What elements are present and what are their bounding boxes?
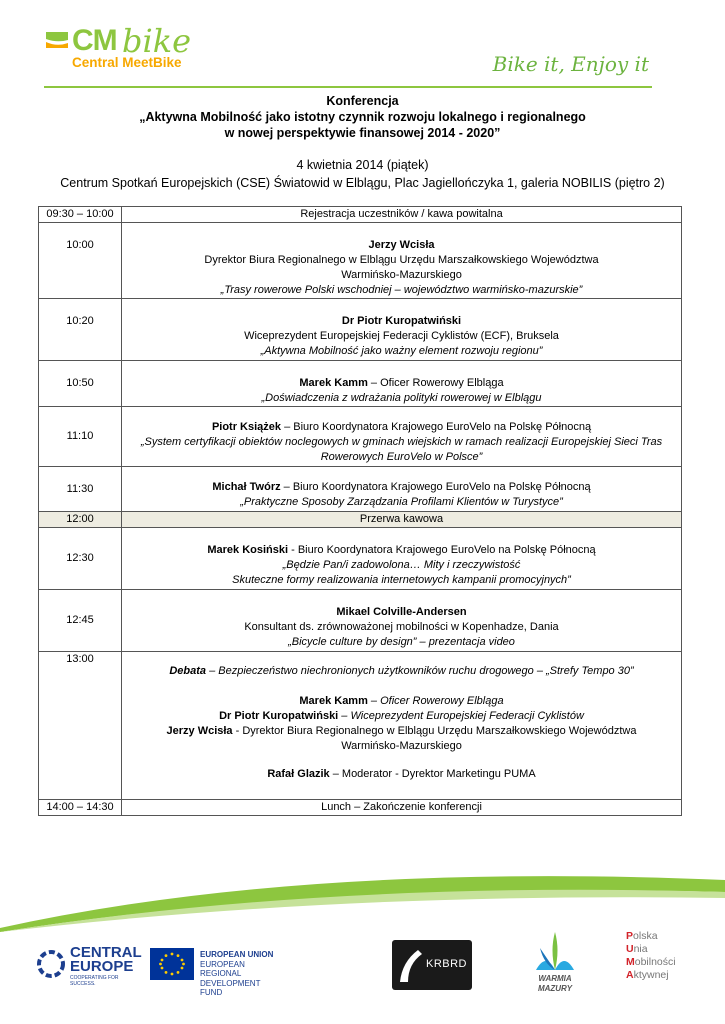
- speaker-name: Marek Kosiński: [207, 544, 289, 556]
- logo-subtitle: Central MeetBike: [72, 55, 182, 70]
- warmia-mazury-icon: [530, 930, 580, 974]
- speaker-name: Jerzy Wcisła: [368, 239, 435, 251]
- table-row: [39, 528, 682, 590]
- time-cell: 09:30 – 10:00: [39, 207, 122, 223]
- table-row: [39, 512, 682, 528]
- time-cell: 10:20: [39, 299, 122, 361]
- table-row: [39, 207, 682, 223]
- eu-line2: EUROPEAN REGIONAL: [200, 959, 245, 978]
- krbrd-logo: [392, 940, 472, 990]
- ce-line2: EUROPE: [70, 958, 134, 975]
- warmia-line2: MAZURY: [537, 984, 573, 993]
- moderator-name: Rafał Glazik: [267, 768, 330, 780]
- table-row: [39, 361, 682, 407]
- agenda-entry: [122, 590, 682, 652]
- talk-title: „Praktyczne Sposoby Zarządzania Profilami Klientów w Turystyce”: [240, 496, 563, 508]
- warmia-mazury-logo: [520, 930, 590, 1000]
- warmia-line1: WARMIA: [538, 974, 572, 983]
- time-cell: 11:10: [39, 407, 122, 467]
- table-row: [39, 407, 682, 467]
- puma-initial: M: [626, 956, 635, 968]
- panelist-role: – Oficer Rowerowy Elbląga: [367, 695, 504, 707]
- speaker-name: Piotr Książek: [211, 421, 282, 433]
- agenda-entry: [122, 652, 682, 800]
- time-cell: 12:45: [39, 590, 122, 652]
- panelist-role: - Dyrektor Biura Regionalnego w Elblągu Urzędu Marszałkowskiego Województwa: [232, 725, 637, 737]
- moderator-role: – Moderator - Dyrektor Marketingu PUMA: [329, 768, 536, 780]
- talk-title: „Trasy rowerowe Polski wschodniej – województwo warmińsko-mazurskie”: [220, 284, 583, 296]
- speaker-role: Wiceprezydent Europejskiej Federacji Cyklistów (ECF), Bruksela: [244, 330, 559, 342]
- panelist-role: Warmińsko-Mazurskiego: [341, 740, 462, 752]
- agenda-entry: [122, 407, 682, 467]
- time-cell: 10:50: [39, 361, 122, 407]
- puma-initial: A: [626, 969, 634, 981]
- talk-title: „Doświadczenia z wdrażania polityki rowerowej w Elblągu: [261, 392, 542, 404]
- puma-word: nia: [633, 943, 648, 955]
- ce-line1: CENTRAL: [70, 944, 142, 961]
- table-row: [39, 223, 682, 299]
- eu-line1: EUROPEAN UNION: [200, 950, 274, 959]
- puma-word: obilności: [634, 956, 676, 968]
- speaker-role: Konsultant ds. zrównoważonej mobilności w Kopenhadze, Dania: [244, 621, 559, 633]
- road-icon: [398, 948, 422, 982]
- debate-label: Debata: [169, 665, 207, 677]
- cmbike-logo: [44, 24, 204, 76]
- agenda-table: [38, 206, 682, 816]
- puma-word: olska: [633, 930, 658, 942]
- central-europe-logo: [36, 944, 142, 987]
- table-row: [39, 652, 682, 800]
- speaker-name: Marek Kamm: [299, 377, 368, 389]
- talk-title: „Bicycle culture by design” – prezentacja video: [288, 636, 515, 648]
- speaker-name: Michał Twórz: [212, 481, 281, 493]
- speaker-role: – Biuro Koordynatora Krajowego EuroVelo na Polskę Północną: [281, 421, 592, 433]
- eu-flag-icon: [150, 948, 194, 980]
- ce-line3: COOPERATING FOR SUCCESS.: [70, 975, 119, 987]
- panelist-name: Dr Piotr Kuropatwiński: [219, 710, 339, 722]
- agenda-text: Rejestracja uczestników / kawa powitalna: [122, 207, 682, 223]
- puma-initial: P: [626, 930, 634, 942]
- title-line-3: w nowej perspektywie finansowej 2014 - 2020”: [224, 126, 501, 140]
- talk-title: Skuteczne formy realizowania internetowych kampanii promocyjnych”: [232, 574, 571, 586]
- puma-word: ktywnej: [633, 969, 669, 981]
- time-cell: 12:00: [39, 512, 122, 528]
- speaker-role: Warmińsko-Mazurskiego: [341, 269, 462, 281]
- footer-swoosh: [0, 862, 725, 932]
- speaker-role: – Biuro Koordynatora Krajowego EuroVelo na Polskę Północną: [280, 481, 591, 493]
- time-cell: 11:30: [39, 467, 122, 512]
- panelist-name: Jerzy Wcisła: [166, 725, 233, 737]
- logo-script: bike: [122, 22, 192, 60]
- speaker-name: Mikael Colville-Andersen: [336, 606, 467, 618]
- eu-line3: DEVELOPMENT FUND: [200, 978, 261, 997]
- central-europe-star-icon: [36, 950, 66, 978]
- agenda-entry: [122, 299, 682, 361]
- time-cell: 12:30: [39, 528, 122, 590]
- table-row: [39, 299, 682, 361]
- agenda-entry: [122, 467, 682, 512]
- header-divider: [44, 86, 652, 88]
- table-row: [39, 590, 682, 652]
- puma-logo: [626, 930, 706, 990]
- cmbike-logo-mark-icon: [44, 28, 72, 52]
- panelist-name: Marek Kamm: [299, 695, 368, 707]
- talk-title: „System certyfikacji obiektów noclegowych w gminach wiejskich w ramach realizacji Europejskiej Sieci Tras: [140, 436, 663, 448]
- time-cell: 14:00 – 14:30: [39, 800, 122, 816]
- puma-initial: U: [626, 943, 634, 955]
- table-row: [39, 800, 682, 816]
- time-cell: 13:00: [39, 652, 122, 800]
- krbrd-text: KRBRD: [426, 958, 468, 970]
- title-line-1: Konferencja: [326, 94, 399, 108]
- table-row: [39, 467, 682, 512]
- talk-title: „Będzie Pan/i zadowolona… Mity i rzeczywistość: [282, 559, 521, 571]
- agenda-text: Przerwa kawowa: [122, 512, 682, 528]
- talk-title: Rowerowych EuroVelo w Polsce”: [320, 451, 483, 463]
- agenda-text: Lunch – Zakończenie konferencji: [122, 800, 682, 816]
- debate-topic: – Bezpieczeństwo niechronionych użytkowników ruchu drogowego – „Strefy Tempo 30”: [206, 665, 634, 677]
- title-line-2: „Aktywna Mobilność jako istotny czynnik rozwoju lokalnego i regionalnego: [139, 110, 586, 124]
- conference-venue: Centrum Spotkań Europejskich (CSE) Światowid w Elblągu, Plac Jagiellończyka 1, galeria NOBILIS (piętro 2): [60, 176, 665, 190]
- speaker-role: Dyrektor Biura Regionalnego w Elblągu Urzędu Marszałkowskiego Województwa: [204, 254, 599, 266]
- talk-title: „Aktywna Mobilność jako ważny element rozwoju regionu”: [260, 345, 543, 357]
- agenda-entry: [122, 361, 682, 407]
- conference-date: 4 kwietnia 2014 (piątek): [296, 158, 429, 172]
- agenda-entry: [122, 223, 682, 299]
- eu-logo: [150, 948, 284, 997]
- tagline: Bike it, Enjoy it: [492, 52, 649, 76]
- agenda-entry: [122, 528, 682, 590]
- panelist-role: – Wiceprezydent Europejskiej Federacji Cyklistów: [338, 710, 584, 722]
- time-cell: 10:00: [39, 223, 122, 299]
- speaker-name: Dr Piotr Kuropatwiński: [341, 315, 462, 327]
- logo-main: CM: [72, 24, 117, 57]
- speaker-role: - Biuro Koordynatora Krajowego EuroVelo na Polskę Północną: [288, 544, 596, 556]
- speaker-role: – Oficer Rowerowy Elbląga: [367, 377, 504, 389]
